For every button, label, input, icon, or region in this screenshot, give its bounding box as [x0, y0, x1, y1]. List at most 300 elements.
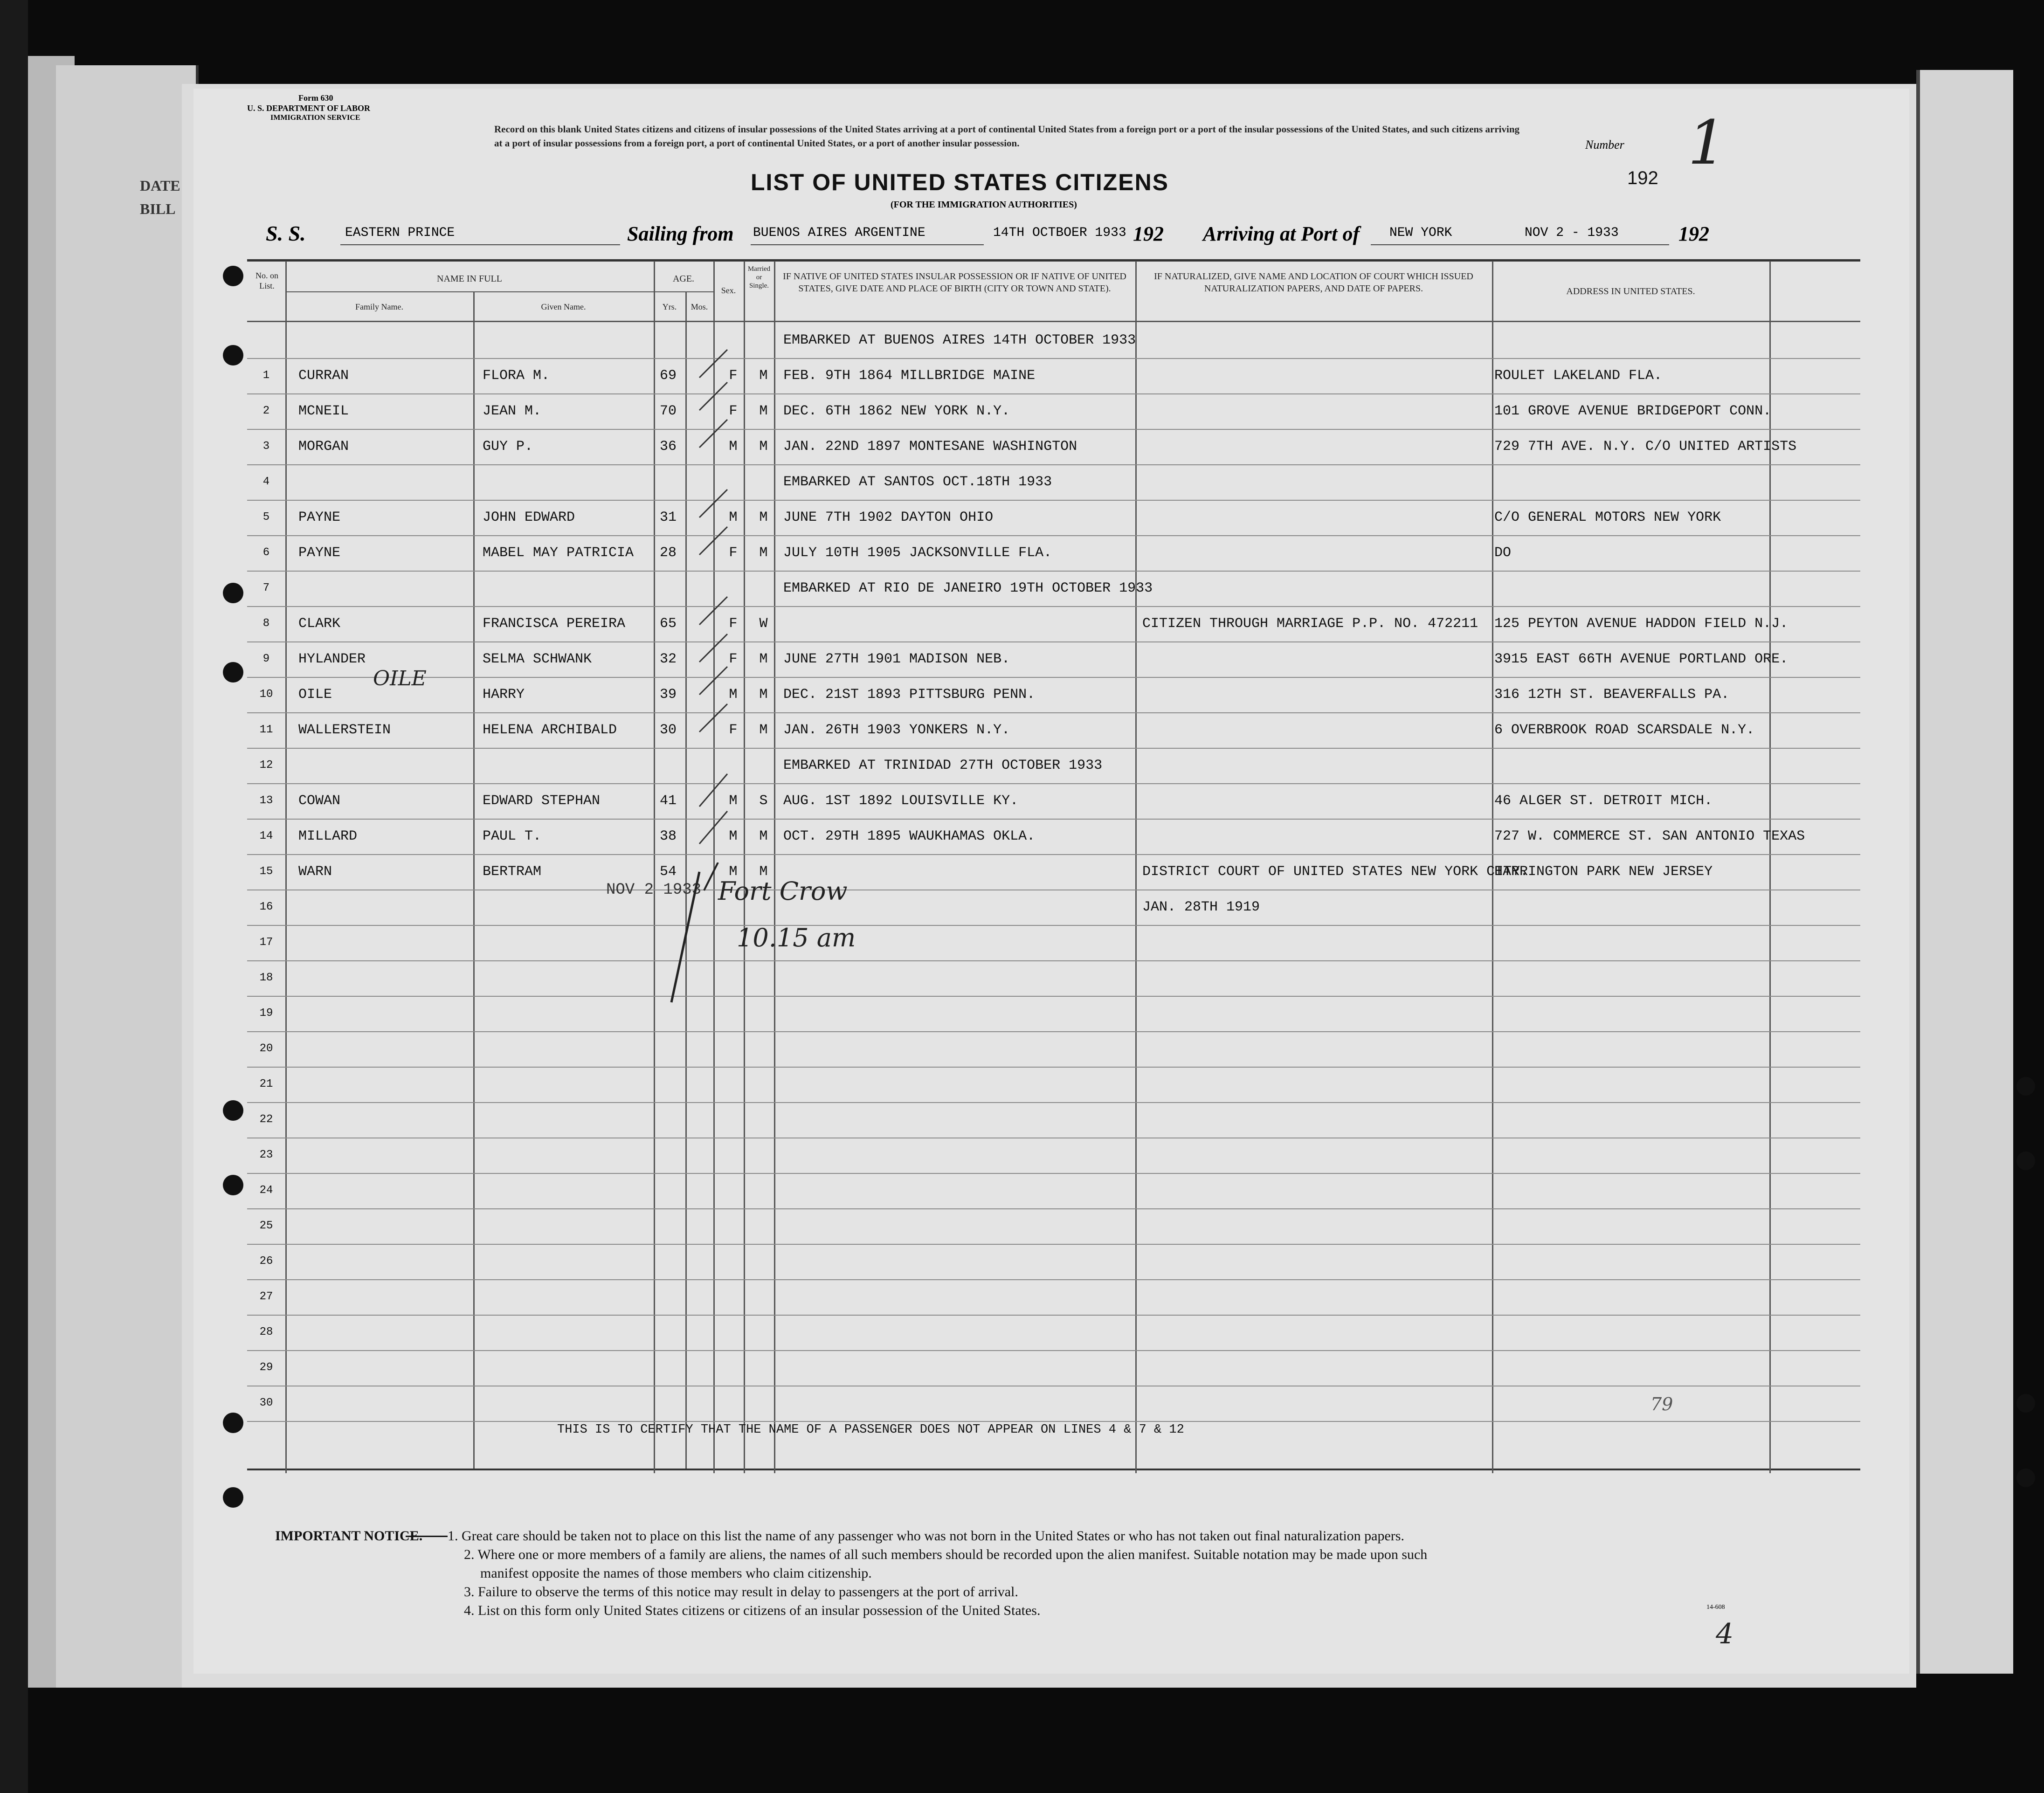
cell-naturalization [1142, 1067, 1497, 1102]
cell-sex: M [729, 828, 738, 844]
cell-given-name [483, 748, 660, 783]
cell-line-number: 28 [259, 1326, 273, 1338]
cell-naturalization: CITIZEN THROUGH MARRIAGE P.P. NO. 472211 [1142, 616, 1478, 632]
table-row [247, 1138, 1860, 1173]
cell-naturalization [1142, 429, 1497, 464]
cell-given-name: GUY P. [483, 439, 533, 455]
cell-age-years [660, 748, 688, 783]
table-row [247, 571, 1860, 606]
cell-sex [723, 1138, 744, 1173]
cell-given-name: SELMA SCHWANK [483, 651, 592, 667]
cell-birth-info: JULY 10TH 1905 JACKSONVILLE FLA. [783, 545, 1052, 561]
cell-marital-status: M [759, 439, 768, 455]
header-yrs: Yrs. [662, 302, 677, 311]
tab-label-date: DATE [140, 177, 180, 194]
cell-birth-info [783, 1279, 1138, 1315]
cell-given-name [483, 1208, 660, 1244]
cell-address: DO [1494, 545, 1512, 561]
punch-hole [223, 1175, 243, 1195]
cell-marital-status [753, 748, 774, 783]
table-row [247, 393, 1860, 429]
handwritten-name-correction: OILE [373, 667, 427, 690]
cell-given-name: PAUL T. [483, 828, 542, 844]
cell-address: 727 W. COMMERCE ST. SAN ANTONIO TEXAS [1494, 828, 1805, 844]
table-row [247, 890, 1860, 925]
list-number: 192 [1627, 168, 1658, 188]
cell-line-number: 30 [259, 1397, 273, 1409]
cell-naturalization [1142, 1386, 1497, 1421]
form-code: 14-608 [1706, 1604, 1725, 1611]
cell-line-number: 10 [259, 688, 273, 701]
cell-family-name: MILLARD [298, 828, 358, 844]
notice-item-3: 3. Failure to observe the terms of this notice may result in delay to passengers at the port of arrival. [464, 1584, 1018, 1600]
table-row [247, 925, 1860, 960]
cell-family-name: MCNEIL [298, 403, 349, 419]
cell-given-name [483, 1173, 660, 1208]
cell-birth-info [783, 1350, 1138, 1386]
cell-sex: F [729, 722, 738, 738]
cell-age-years: 28 [660, 545, 677, 561]
cell-age-years [660, 1138, 688, 1173]
table-row [247, 996, 1860, 1031]
ship-underline [340, 244, 620, 245]
cell-address [1494, 323, 1867, 358]
punch-hole [2016, 1394, 2035, 1413]
cell-given-name: FRANCISCA PEREIRA [483, 616, 626, 632]
cell-line-number: 8 [262, 617, 270, 630]
cell-naturalization [1142, 677, 1497, 712]
table-row [247, 1067, 1860, 1102]
cell-naturalization [1142, 358, 1497, 393]
tab-label-bill: BILL [140, 200, 176, 217]
cell-line-number: 25 [259, 1220, 273, 1232]
cell-birth-info [783, 1315, 1138, 1350]
header-given-name: Given Name. [541, 302, 586, 311]
cell-sex [723, 1208, 744, 1244]
cell-naturalization [1142, 1279, 1497, 1315]
cell-age-years: 36 [660, 439, 677, 455]
cell-birth-info [783, 1067, 1138, 1102]
table-row [247, 1386, 1860, 1421]
cell-naturalization [1142, 1315, 1497, 1350]
cell-birth-info: DEC. 6TH 1862 NEW YORK N.Y. [783, 403, 1010, 419]
table-row [247, 1244, 1860, 1279]
table-row [247, 429, 1860, 464]
header-native-birth: IF NATIVE OF UNITED STATES INSULAR POSSESSION OR IF NATIVE OF UNITED STATES, GIVE DATE AND PLACE OF BIRTH (CITY OR TOWN AND STATE). [783, 271, 1126, 294]
cell-given-name: HARRY [483, 687, 525, 703]
cell-family-name [298, 1208, 476, 1244]
header-name-in-full: NAME IN FULL [437, 274, 502, 284]
table-row [247, 960, 1860, 996]
cell-sex: F [729, 651, 738, 667]
cell-line-number: 11 [259, 724, 273, 736]
cell-sex [723, 1067, 744, 1102]
table-row [247, 1350, 1860, 1386]
cell-family-name [298, 1138, 476, 1173]
cell-naturalization [1142, 535, 1497, 571]
year-suffix-2: 192 [1678, 222, 1709, 245]
cell-age-years: 54 [660, 864, 677, 880]
cell-birth-info: EMBARKED AT SANTOS OCT.18TH 1933 [783, 474, 1052, 490]
cell-age-years [660, 1315, 688, 1350]
cell-naturalization [1142, 925, 1497, 960]
cell-line-number: 14 [259, 830, 273, 842]
cell-family-name [298, 960, 476, 996]
table-header-border [247, 321, 1860, 322]
cell-line-number: 29 [259, 1361, 273, 1374]
punch-hole [223, 345, 243, 365]
cell-sex [723, 1173, 744, 1208]
cell-age-years: 39 [660, 687, 677, 703]
cell-sex: M [729, 793, 738, 809]
cell-address [1494, 1031, 1867, 1067]
cell-given-name [483, 1244, 660, 1279]
cell-given-name [483, 1279, 660, 1315]
arriving-underline [1371, 244, 1669, 245]
instruction-text: Record on this blank United States citizens and citizens of insular possessions of the United States arriving at a port of continental United States from a foreign port or a port of the insular possessions of the United States, and such citizens arriving at a port of insular possessions from a foreign port, a port of continental United States, or a port of another insular possession. [494, 124, 1520, 149]
cell-age-years [660, 1173, 688, 1208]
cell-sex [723, 1386, 744, 1421]
cell-marital-status [753, 464, 774, 500]
arriving-date: NOV 2 - 1933 [1525, 226, 1619, 240]
cell-family-name [298, 1067, 476, 1102]
cell-given-name: MABEL MAY PATRICIA [483, 545, 634, 561]
cell-marital-status [753, 1031, 774, 1067]
punch-hole [2016, 1077, 2035, 1096]
name-subheader-line [285, 291, 654, 292]
cell-address: 6 OVERBROOK ROAD SCARSDALE N.Y. [1494, 722, 1755, 738]
cell-given-name [483, 1138, 660, 1173]
cell-naturalization [1142, 1138, 1497, 1173]
notice-item-2: 2. Where one or more members of a family are aliens, the names of all such members should be recorded upon the alien manifest. Suitable notation may be made upon such [464, 1547, 1428, 1562]
punch-hole [2016, 1152, 2035, 1170]
table-row [247, 712, 1860, 748]
corner-mark: 4 [1716, 1618, 1734, 1650]
cell-marital-status: M [759, 864, 768, 880]
cell-given-name [483, 464, 660, 500]
cell-birth-info: EMBARKED AT TRINIDAD 27TH OCTOBER 1933 [783, 758, 1103, 773]
header-no: No. on List. [256, 271, 278, 290]
cell-age-years [660, 1208, 688, 1244]
table-row [247, 606, 1860, 641]
cell-naturalization [1142, 393, 1497, 429]
cell-line-number: 18 [259, 972, 273, 984]
cell-family-name [298, 1315, 476, 1350]
cell-birth-info: EMBARKED AT RIO DE JANEIRO 19TH OCTOBER 1933 [783, 580, 1153, 596]
table-row [247, 464, 1860, 500]
cell-birth-info: DEC. 21ST 1893 PITTSBURG PENN. [783, 687, 1036, 703]
cell-marital-status [753, 1067, 774, 1102]
table-row [247, 1173, 1860, 1208]
cell-family-name [298, 464, 476, 500]
table-row [247, 323, 1860, 358]
cell-marital-status [753, 1350, 774, 1386]
service-label: IMMIGRATION SERVICE [270, 114, 360, 122]
cell-sex [723, 1031, 744, 1067]
cell-family-name: HYLANDER [298, 651, 366, 667]
cell-address [1494, 1173, 1867, 1208]
cell-sex: F [729, 545, 738, 561]
cell-marital-status [753, 1138, 774, 1173]
cell-line-number: 5 [262, 511, 270, 524]
cell-given-name [483, 1386, 660, 1421]
ss-label: S. S. [266, 221, 306, 245]
header-naturalized: IF NATURALIZED, GIVE NAME AND LOCATION OF COURT WHICH ISSUED NATURALIZATION PAPERS, AND DATE OF PAPERS. [1154, 271, 1473, 294]
cell-naturalization [1142, 464, 1497, 500]
cell-line-number: 15 [259, 865, 273, 878]
cell-age-years [660, 1031, 688, 1067]
cell-age-years [660, 1350, 688, 1386]
cell-family-name [298, 748, 476, 783]
cell-line-number: 17 [259, 936, 273, 949]
cell-birth-info: JUNE 7TH 1902 DAYTON OHIO [783, 510, 994, 525]
cell-naturalization [1142, 712, 1497, 748]
arriving-port: NEW YORK [1389, 226, 1452, 240]
cell-given-name [483, 996, 660, 1031]
cell-age-years: 70 [660, 403, 677, 419]
cell-address [1494, 996, 1867, 1031]
table-row [247, 748, 1860, 783]
cell-address [1494, 1067, 1867, 1102]
cell-given-name [483, 960, 660, 996]
cell-age-years [660, 1279, 688, 1315]
cell-address [1494, 1279, 1867, 1315]
header-age: AGE. [672, 274, 695, 284]
cell-line-number: 6 [262, 546, 270, 559]
table-row [247, 358, 1860, 393]
cell-address: HARRINGTON PARK NEW JERSEY [1494, 864, 1713, 880]
cell-line-number: 19 [259, 1007, 273, 1020]
cell-age-years: 69 [660, 368, 677, 384]
handwritten-check-marks [653, 862, 774, 1016]
cell-marital-status: M [759, 403, 768, 419]
cell-address [1494, 1244, 1867, 1279]
underlying-sheet-left [56, 65, 199, 1688]
department-label: U. S. DEPARTMENT OF LABOR [247, 103, 371, 113]
cell-family-name [298, 1173, 476, 1208]
cell-birth-info: JAN. 22ND 1897 MONTESANE WASHINGTON [783, 439, 1077, 455]
cell-line-number: 20 [259, 1042, 273, 1055]
cell-age-years: 65 [660, 616, 677, 632]
age-subheader-line [654, 291, 713, 292]
cell-given-name [483, 1102, 660, 1138]
cell-sex: F [729, 368, 738, 384]
cell-marital-status [753, 1279, 774, 1315]
cell-line-number: 7 [262, 582, 270, 594]
cell-line-number: 22 [259, 1113, 273, 1126]
notice-label: IMPORTANT NOTICE. [275, 1528, 423, 1544]
sailing-label: Sailing from [627, 222, 734, 245]
cell-birth-info: EMBARKED AT BUENOS AIRES 14TH OCTOBER 1933 [783, 332, 1136, 348]
cell-family-name: PAYNE [298, 510, 341, 525]
cell-address [1494, 1386, 1867, 1421]
cell-marital-status: M [759, 545, 768, 561]
punch-hole [223, 1100, 243, 1121]
cell-naturalization [1142, 1102, 1497, 1138]
cell-birth-info: JAN. 26TH 1903 YONKERS N.Y. [783, 722, 1010, 738]
cell-address [1494, 1315, 1867, 1350]
notice-item-2-cont: manifest opposite the names of those members who claim citizenship. [480, 1565, 872, 1581]
cell-given-name: EDWARD STEPHAN [483, 793, 601, 809]
cell-address: ROULET LAKELAND FLA. [1494, 368, 1663, 384]
cell-given-name [483, 1315, 660, 1350]
cell-family-name [298, 1102, 476, 1138]
table-top-border [247, 259, 1860, 262]
cell-given-name [483, 1031, 660, 1067]
cell-age-years [660, 1102, 688, 1138]
cell-birth-info [783, 1031, 1138, 1067]
cell-sex [723, 1102, 744, 1138]
number-mark: 1 [1688, 107, 1726, 178]
scan-border-left [0, 0, 28, 1793]
header-married-single: Married or Single. [747, 265, 771, 290]
cell-line-number: 4 [262, 476, 270, 488]
cell-address: 3915 EAST 66TH AVENUE PORTLAND ORE. [1494, 651, 1788, 667]
cell-line-number: 23 [259, 1149, 273, 1161]
cell-age-years: 41 [660, 793, 677, 809]
cell-given-name [483, 323, 660, 358]
cell-given-name: HELENA ARCHIBALD [483, 722, 617, 738]
cell-marital-status [753, 1244, 774, 1279]
cell-line-number: 24 [259, 1184, 273, 1197]
cell-family-name: COWAN [298, 793, 341, 809]
cell-family-name [298, 323, 476, 358]
table-row [247, 1315, 1860, 1350]
cell-naturalization [1142, 1208, 1497, 1244]
cell-sex: F [729, 616, 738, 632]
cell-address [1494, 890, 1867, 925]
cell-birth-info [783, 606, 1138, 641]
cell-line-number: 9 [262, 653, 270, 665]
cell-address [1494, 748, 1867, 783]
cell-birth-info [783, 960, 1138, 996]
cell-naturalization [1142, 323, 1497, 358]
cell-given-name [483, 925, 660, 960]
cell-age-years [660, 1067, 688, 1102]
header-address: ADDRESS IN UNITED STATES. [1566, 286, 1695, 297]
cell-age-years: 31 [660, 510, 677, 525]
cell-marital-status: M [759, 722, 768, 738]
cell-marital-status: M [759, 368, 768, 384]
cell-address: 316 12TH ST. BEAVERFALLS PA. [1494, 687, 1730, 703]
cell-address [1494, 925, 1867, 960]
cell-given-name: JOHN EDWARD [483, 510, 575, 525]
form-number: Form 630 [298, 93, 333, 103]
cell-marital-status [753, 1173, 774, 1208]
cell-family-name: MORGAN [298, 439, 349, 455]
tick-marks-column [690, 345, 746, 867]
cell-family-name [298, 1386, 476, 1421]
cell-family-name [298, 1031, 476, 1067]
cell-marital-status: S [759, 793, 768, 809]
table-row [247, 500, 1860, 535]
cell-naturalization [1142, 1031, 1497, 1067]
cell-family-name: OILE [298, 687, 332, 703]
page-count-mark: 79 [1650, 1394, 1673, 1414]
notice-dash [406, 1536, 448, 1537]
cell-sex [723, 1350, 744, 1386]
cell-line-number: 12 [259, 759, 273, 772]
notice-item-4: 4. List on this form only United States citizens or citizens of an insular possession of the United States. [464, 1603, 1041, 1618]
cell-family-name: CURRAN [298, 368, 349, 384]
cell-family-name [298, 890, 476, 925]
cell-birth-info [783, 1102, 1138, 1138]
cell-address [1494, 1138, 1867, 1173]
cell-age-years: 30 [660, 722, 677, 738]
cell-address [1494, 571, 1867, 606]
punch-hole [223, 1487, 243, 1508]
ship-name: EASTERN PRINCE [345, 226, 455, 240]
cell-sex [723, 1244, 744, 1279]
cell-line-number [247, 323, 285, 358]
cell-birth-info: FEB. 9TH 1864 MILLBRIDGE MAINE [783, 368, 1036, 384]
cell-age-years [660, 1244, 688, 1279]
cell-family-name: WARN [298, 864, 332, 880]
table-row [247, 1279, 1860, 1315]
cell-family-name [298, 571, 476, 606]
table-row [247, 819, 1860, 854]
cell-naturalization [1142, 996, 1497, 1031]
cell-naturalization [1142, 571, 1497, 606]
cell-marital-status [753, 1208, 774, 1244]
cell-age-years [660, 571, 688, 606]
cell-birth-info [783, 1208, 1138, 1244]
table-row [247, 1208, 1860, 1244]
table-row [247, 1102, 1860, 1138]
cell-line-number: 13 [259, 794, 273, 807]
punch-hole [2016, 1469, 2035, 1487]
cell-birth-info [783, 996, 1138, 1031]
cell-family-name [298, 1244, 476, 1279]
cell-family-name: PAYNE [298, 545, 341, 561]
handwritten-time: 10.15 am [737, 923, 856, 952]
table-row [247, 1031, 1860, 1067]
cell-address: 46 ALGER ST. DETROIT MICH. [1494, 793, 1713, 809]
cell-marital-status [753, 1315, 774, 1350]
arrival-stamp: NOV 2 1933 [606, 881, 702, 899]
cell-birth-info [783, 1244, 1138, 1279]
cell-naturalization [1142, 748, 1497, 783]
cell-address: C/O GENERAL MOTORS NEW YORK [1494, 510, 1721, 525]
sailing-date: 14TH OCTBOER 1933 [993, 226, 1126, 240]
cell-birth-info: OCT. 29TH 1895 WAUKHAMAS OKLA. [783, 828, 1036, 844]
table-row [247, 677, 1860, 712]
punch-hole [223, 662, 243, 683]
table-row [247, 783, 1860, 819]
cell-marital-status: M [759, 687, 768, 703]
cell-sex [723, 1315, 744, 1350]
cell-address: 101 GROVE AVENUE BRIDGEPORT CONN. [1494, 403, 1772, 419]
cell-given-name [483, 1067, 660, 1102]
cell-given-name: JEAN M. [483, 403, 542, 419]
cell-naturalization [1142, 1350, 1497, 1386]
cell-line-number: 27 [259, 1290, 273, 1303]
handwritten-inspector: Fort Crow [718, 876, 848, 906]
table-row [247, 854, 1860, 890]
cell-family-name [298, 1279, 476, 1315]
cell-given-name [483, 571, 660, 606]
underlying-sheet-right [1916, 70, 2013, 1674]
cell-address [1494, 960, 1867, 996]
cell-family-name [298, 996, 476, 1031]
cell-line-number: 26 [259, 1255, 273, 1268]
certification-note: THIS IS TO CERTIFY THAT THE NAME OF A PASSENGER DOES NOT APPEAR ON LINES 4 & 7 & 12 [557, 1423, 1184, 1437]
cell-naturalization: JAN. 28TH 1919 [1142, 899, 1260, 915]
year-suffix-1: 192 [1133, 222, 1164, 245]
cell-marital-status: W [759, 616, 768, 632]
cell-birth-info [783, 1138, 1138, 1173]
notice-item-1: 1. Great care should be taken not to place on this list the name of any passenger who was not born in the United States or who has not taken out final naturalization papers. [448, 1528, 1404, 1544]
